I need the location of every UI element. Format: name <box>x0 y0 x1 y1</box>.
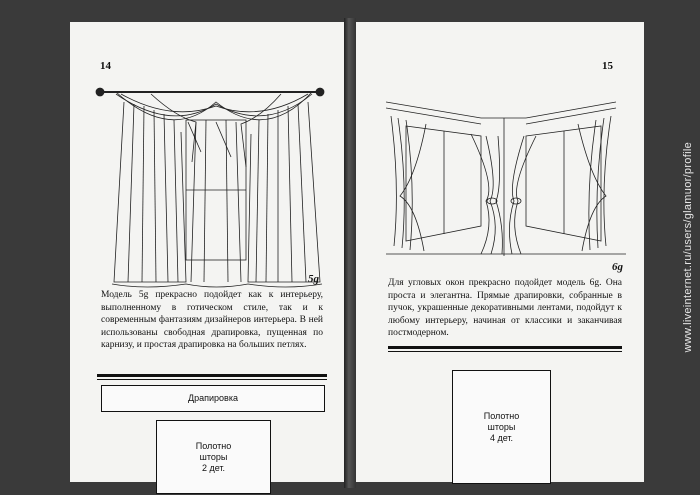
pattern-box-curtain: Полотно шторы 4 дет. <box>452 370 551 484</box>
right-page <box>356 22 644 482</box>
left-page <box>70 22 344 482</box>
watermark <box>680 0 696 495</box>
model-description: Модель 5g прекрасно подойдет как к интерьеру, выполненному в готическом стиле, так и к современным фантазиям дизайнеров интерьера. В ней использованы свободная драпировка, пущенная по карнизу, и простая драпировка на больших петлях. <box>101 290 323 350</box>
pattern-box-curtain: Полотно шторы 2 дет. <box>156 420 271 494</box>
pattern-box-drapery: Драпировка <box>101 385 325 412</box>
section-rule <box>97 374 327 377</box>
curtain-illustration-6g <box>386 96 626 256</box>
section-rule-thin <box>97 379 327 380</box>
page-number: 14 <box>100 60 111 72</box>
page-number: 15 <box>602 60 613 72</box>
section-rule-thin <box>388 351 622 352</box>
model-label: 5g <box>308 273 319 285</box>
watermark-text: www.liveinternet.ru/users/glamuor/profile <box>682 142 694 353</box>
model-label: 6g <box>612 261 623 273</box>
book-spine <box>344 18 356 488</box>
section-rule <box>388 346 622 349</box>
curtain-illustration-5g <box>76 62 336 292</box>
model-description: Для угловых окон прекрасно подойдет модель 6g. Она проста и элегантна. Прямые драпировки, собранные в пучок, украшенные декоративными лентами, подойдут к любому интерьеру, начиная от классики и заканчивая постмодерном. <box>388 278 622 338</box>
